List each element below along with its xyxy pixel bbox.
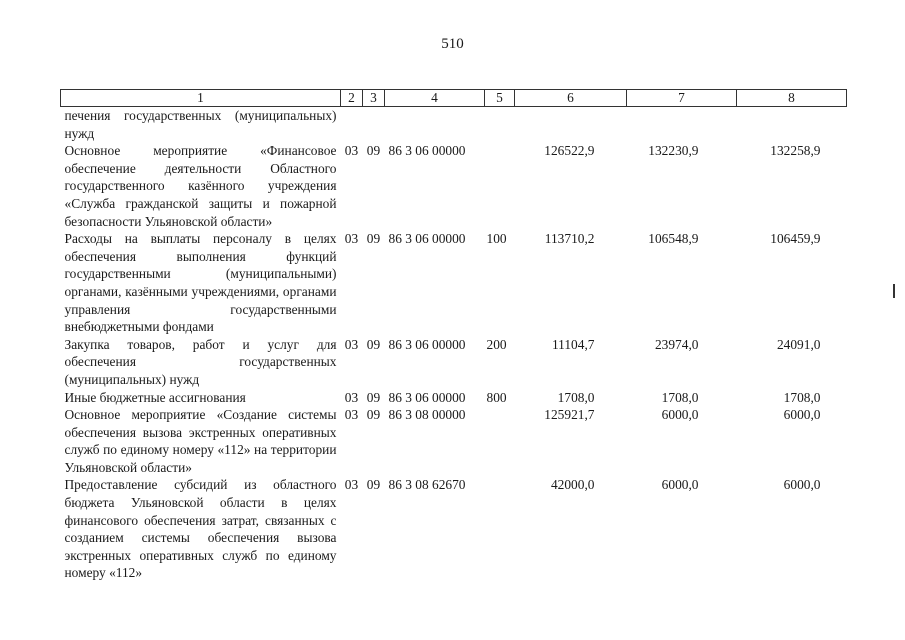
table-row [61, 389, 847, 407]
header-cell: 5 [485, 90, 515, 107]
row-target-code [385, 107, 485, 143]
header-cell: 2 [341, 90, 363, 107]
row-expense-type [485, 142, 515, 230]
row-expense-type [485, 107, 515, 143]
budget-table [60, 89, 847, 582]
row-value-6: 42000,0 [550, 477, 595, 493]
row-target-code: 86 3 08 62670 [388, 477, 466, 493]
row-value-8 [737, 107, 847, 143]
row-subsection: 09 [366, 143, 381, 159]
row-name: Основное мероприятие «Создание системы обеспечения вызова экстренных оперативных служб по единому номеру «112» на территории Ульяновской области» [64, 407, 337, 475]
row-subsection: 09 [366, 231, 381, 247]
row-name: Основное мероприятие «Финансовое обеспечение деятельности Областного государственного казённого учреждения «Служба гражданской защиты и пожарной безопасности Ульяновской области» [64, 143, 337, 229]
row-value-7: 132230,9 [648, 143, 699, 159]
header-cell: 1 [61, 90, 341, 107]
row-name: Закупка товаров, работ и услуг для обеспечения государственных (муниципальных) нужд [64, 336, 337, 387]
table-row [61, 336, 847, 389]
row-name: Предоставление субсидий из областного бюджета Ульяновской области в целях финансового обеспечения затрат, связанных с созданием системы обеспечения вызова экстренных оперативных служб по единому номеру «112» [64, 477, 337, 581]
row-subsection: 09 [366, 389, 381, 405]
row-target-code: 86 3 06 00000 [388, 231, 466, 247]
table-row [61, 142, 847, 230]
row-expense-type: 800 [486, 389, 507, 405]
row-expense-type [485, 476, 515, 582]
row-subsection: 09 [366, 336, 381, 352]
row-value-6: 113710,2 [544, 231, 595, 247]
row-value-7: 106548,9 [648, 231, 699, 247]
row-target-code: 86 3 06 00000 [388, 143, 466, 159]
row-value-7 [627, 107, 737, 143]
row-value-7: 6000,0 [661, 477, 699, 493]
row-value-7: 23974,0 [654, 336, 699, 352]
row-expense-type: 100 [486, 231, 507, 247]
row-target-code: 86 3 06 00000 [388, 336, 466, 352]
row-value-7: 1708,0 [661, 389, 699, 405]
row-name: печения государственных (муниципальных) нужд [64, 108, 337, 141]
table-row [61, 230, 847, 336]
row-name: Расходы на выплаты персоналу в целях обеспечения выполнения функций государственными (муниципальными) органами, казёнными учреждениями, органами управления государственными внебюджетными фондами [64, 231, 337, 335]
row-section: 03 [344, 477, 359, 493]
row-subsection: 09 [366, 407, 381, 423]
row-value-8: 24091,0 [776, 336, 821, 352]
row-expense-type: 200 [486, 336, 507, 352]
header-cell: 8 [737, 90, 847, 107]
scan-mark [893, 284, 895, 298]
row-section: 03 [344, 407, 359, 423]
row-section: 03 [344, 231, 359, 247]
row-section: 03 [344, 143, 359, 159]
row-section: 03 [344, 336, 359, 352]
row-value-7: 6000,0 [661, 407, 699, 423]
row-value-6: 126522,9 [544, 143, 595, 159]
header-cell: 3 [363, 90, 385, 107]
page-number: 510 [441, 36, 464, 52]
row-section [341, 107, 363, 143]
row-section: 03 [344, 389, 359, 405]
header-cell: 4 [385, 90, 485, 107]
table-row [61, 107, 847, 143]
row-name: Иные бюджетные ассигнования [64, 389, 246, 405]
row-value-8: 1708,0 [783, 389, 821, 405]
row-value-8: 6000,0 [783, 477, 821, 493]
row-value-8: 6000,0 [783, 407, 821, 423]
header-cell: 7 [627, 90, 737, 107]
row-value-8: 106459,9 [770, 231, 821, 247]
row-value-6: 11104,7 [551, 336, 595, 352]
row-value-6 [515, 107, 627, 143]
row-value-8: 132258,9 [770, 143, 821, 159]
row-value-6: 125921,7 [544, 407, 595, 423]
row-subsection: 09 [366, 477, 381, 493]
row-expense-type [485, 406, 515, 476]
table-row [61, 476, 847, 582]
header-cell: 6 [515, 90, 627, 107]
row-value-6: 1708,0 [557, 389, 595, 405]
row-target-code: 86 3 08 00000 [388, 407, 466, 423]
row-subsection [363, 107, 385, 143]
table-row [61, 406, 847, 476]
row-target-code: 86 3 06 00000 [388, 389, 466, 405]
header-row [61, 90, 847, 107]
